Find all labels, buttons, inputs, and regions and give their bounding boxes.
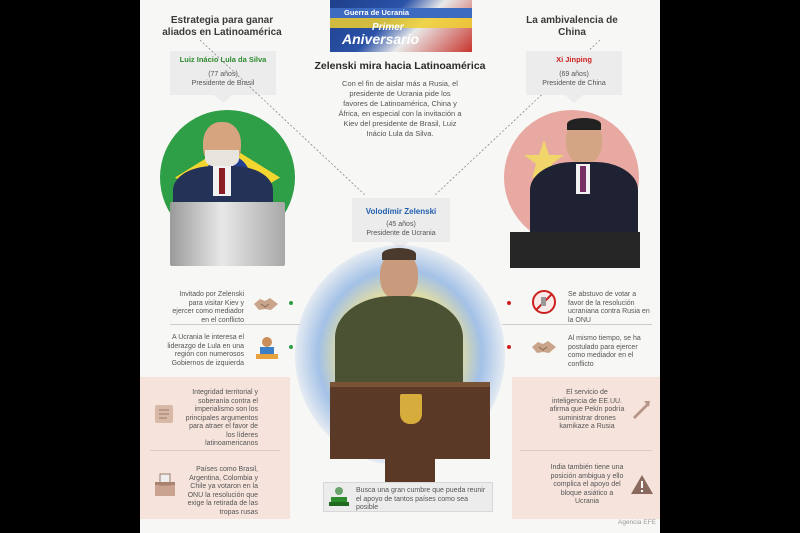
left-item-2: A Ucrania le interesa el liderazgo de Lula en una región con numerosos Gobiernos de izquierda bbox=[167, 334, 244, 367]
warning-icon bbox=[630, 473, 654, 495]
zelenski-age: (45 años) bbox=[386, 221, 416, 228]
xi-name: Xi Jinping bbox=[556, 55, 592, 64]
banner-line2: Primer bbox=[372, 22, 404, 33]
right-item-3: El servicio de inteligencia de EE.UU. afirma que Pekín podría suministrar drones kamikaze a Rusia bbox=[549, 389, 625, 430]
lectern-pedestal bbox=[385, 454, 435, 484]
right-heading: La ambivalencia de China bbox=[526, 15, 618, 38]
zelenski-name: Volodímir Zelenski bbox=[365, 207, 437, 216]
center-body: Con el fin de aislar más a Rusia, el presidente de Ucrania pide los favores de Latinoamérica, China y África, en especial con la invitación a Kiev del presidente de Brasil, Luiz Inácio Lula da Silva. bbox=[338, 79, 462, 138]
xi-age: (69 años) bbox=[559, 71, 589, 78]
infographic bbox=[140, 0, 660, 533]
xi-box-arrow bbox=[565, 95, 583, 103]
banner-line1: Guerra de Ucrania bbox=[344, 8, 410, 17]
zelenski-role: Presidente de Ucrania bbox=[366, 230, 436, 237]
lula-age: (77 años) bbox=[208, 71, 238, 78]
lula-name: Luiz Inácio Lula da Silva bbox=[179, 55, 267, 64]
left-item-4: Países como Brasil, Argentina, Colombia y Chile ya votaron en la ONU la resolución que exige la retirada de las tropas rusas bbox=[187, 466, 258, 516]
center-note: Busca una gran cumbre que pueda reunir el apoyo de tantos países como sea posible bbox=[356, 487, 486, 511]
xi-lectern bbox=[510, 232, 640, 268]
drone-icon bbox=[630, 398, 652, 420]
no-vote-icon bbox=[531, 289, 557, 315]
zelenski-photo bbox=[325, 248, 475, 388]
banner-line3: Aniversario bbox=[342, 31, 420, 47]
credit: Agencia EFE bbox=[618, 519, 656, 526]
zelenski-name-box bbox=[352, 198, 450, 242]
trident-emblem bbox=[400, 394, 422, 424]
summit-icon bbox=[328, 486, 350, 508]
left-item-3: Integridad territorial y soberanía contra el imperialismo son los principales argumentos para atraer el favor de los líderes latinoamericanos bbox=[185, 389, 258, 447]
center-title: Zelenski mira hacia Latinoamérica bbox=[314, 60, 486, 72]
left-item-1: Invitado por Zelenski para visitar Kiev y ejercer como mediador en el conflicto bbox=[172, 291, 244, 324]
center-note-box bbox=[323, 482, 493, 512]
right-divider-1 bbox=[502, 324, 652, 325]
handshake-icon-right bbox=[531, 338, 557, 356]
right-bullet-1 bbox=[507, 301, 511, 305]
left-heading: Estrategia para ganar aliados en Latinoamérica bbox=[162, 15, 282, 38]
right-item-2: Al mismo tiempo, se ha postulado para ejercer como mediador en el conflicto bbox=[568, 335, 641, 368]
right-bullet-2 bbox=[507, 345, 511, 349]
right-item-4: India también tiene una posición ambigua y ello complica el apoyo del bloque asiático a Ucrania bbox=[550, 464, 624, 505]
right-divider-2 bbox=[520, 450, 652, 451]
xi-name-box bbox=[526, 51, 622, 95]
lula-role: Presidente de Brasil bbox=[191, 80, 255, 87]
xi-role: Presidente de China bbox=[542, 80, 606, 87]
right-item-1: Se abstuvo de votar a favor de la resolución ucraniana contra Rusia en la ONU bbox=[568, 291, 650, 324]
